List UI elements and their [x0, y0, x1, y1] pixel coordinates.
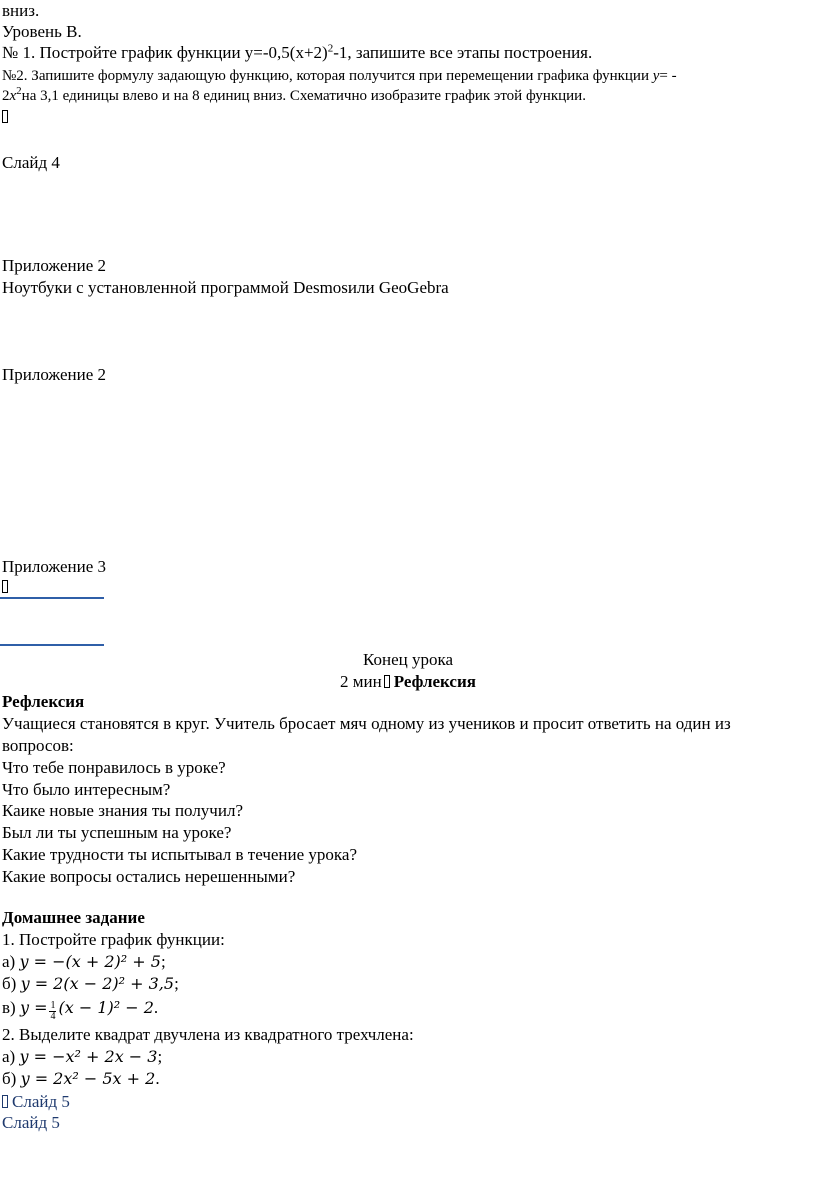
text-line: вниз.	[2, 1, 40, 20]
question-item: Какие вопросы остались нерешенными?	[2, 867, 296, 886]
appendix-2-text: Ноутбуки с установленной программой Desmosили GeoGebra	[2, 278, 449, 297]
task-2-line-1: №2. Запишите формулу задающую функцию, которая получится при перемещении графика функции у= -	[2, 68, 677, 84]
appendix-3-title: Приложение 3	[2, 557, 106, 576]
homework-item: а) y = −(x + 2)² + 5;	[2, 952, 166, 971]
task-2-line-2: $2х^2на$ 3,1 единицы влево и на 8 единиц вниз. Схематично изобразите график этой функции.	[2, 85, 586, 104]
reflection-text: вопросов:	[2, 736, 74, 755]
placeholder-box-icon	[2, 106, 12, 128]
homework-item: б) y = 2(x − 2)² + 3,5;	[2, 974, 179, 993]
task-1: № 1. Постройте график функции $у=-0,5(х+2)^2-1$, запишите все этапы построения.	[2, 42, 593, 62]
homework-heading: Домашнее задание	[2, 908, 145, 927]
placeholder-box-icon	[2, 1095, 8, 1108]
question-item: Каике новые знания ты получил?	[2, 801, 243, 820]
lesson-end-title: Конец урока	[362, 650, 454, 669]
level-heading: Уровень В.	[2, 22, 82, 41]
question-item: Был ли ты успешным на уроке?	[2, 823, 232, 842]
placeholder-box-icon	[2, 576, 12, 598]
reflection-time: 2 мин Рефлексия	[340, 672, 476, 691]
reflection-text: Учащиеся становятся в круг. Учитель бросает мяч одному из учеников и просит ответить на один из	[2, 714, 731, 733]
question-item: Что было интересным?	[2, 780, 171, 799]
appendix-2-title: Приложение 2	[2, 256, 106, 275]
fraction: $\frac{1}{4}$	[50, 1000, 56, 1022]
question-item: Что тебе понравилось в уроке?	[2, 758, 226, 777]
slide-5-link[interactable]: Слайд 5	[2, 1091, 70, 1113]
homework-item: а) y = −x² + 2x − 3;	[2, 1047, 163, 1066]
homework-item: в) y = $\frac{1}{4}$ (x − 1)² − 2.	[2, 998, 159, 1022]
slide-4-label: Слайд 4	[2, 153, 60, 172]
reflection-heading: Рефлексия	[2, 692, 85, 711]
slide-5-link[interactable]: Слайд 5	[2, 1113, 60, 1132]
question-item: Какие трудности ты испытывал в течение урока?	[2, 845, 357, 864]
homework-item: б) y = 2x² − 5x + 2.	[2, 1069, 160, 1088]
placeholder-box-icon	[384, 675, 390, 688]
divider-line	[0, 597, 104, 599]
homework-task-2: 2. Выделите квадрат двучлена из квадратного трехчлена:	[2, 1025, 414, 1044]
divider-line	[0, 644, 104, 646]
homework-task-1: 1. Постройте график функции:	[2, 930, 225, 949]
appendix-2-title-second: Приложение 2	[2, 365, 106, 384]
